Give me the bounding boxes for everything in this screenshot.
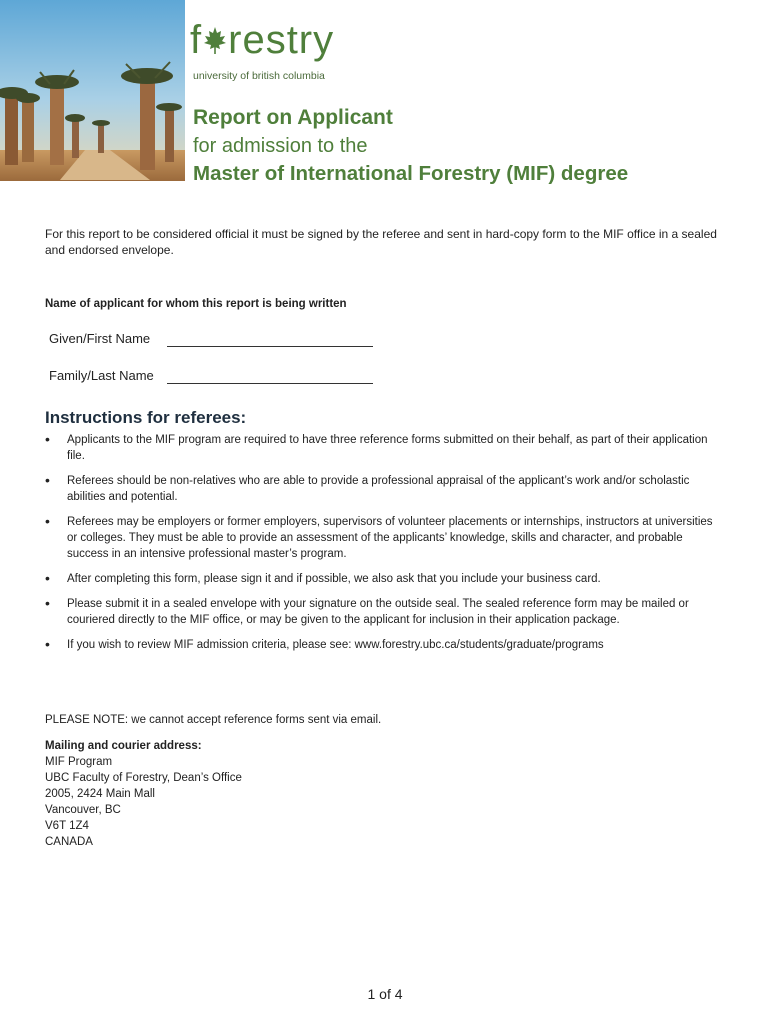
maple-leaf-icon — [203, 20, 227, 50]
list-item: • If you wish to review MIF admission criteria, please see: www.forestry.ubc.ca/students/graduate/programs — [45, 636, 604, 652]
list-item: • Referees may be employers or former employers, supervisors of volunteer placements or internships, instructors at universities or colleges. They must be able to provide an assessment of the applicants’ knowledge, skills and character, and probable success in an intensive professional master’s program. — [45, 513, 713, 560]
page-number: 1 of 4 — [367, 986, 403, 1002]
list-item: • Referees should be non-relatives who are able to provide a professional appraisal of the applicant’s work and/or scholastic abilities and potential. — [45, 472, 690, 503]
instructions-heading: Instructions for referees: — [45, 408, 247, 427]
given-name-field[interactable] — [167, 330, 373, 347]
family-name-row — [45, 366, 725, 384]
bullet-icon: • — [45, 513, 50, 529]
mailing-address — [45, 754, 725, 850]
list-item: • After completing this form, please sign it and if possible, we also ask that you include your business card. — [45, 570, 601, 586]
bullet-icon: • — [45, 636, 50, 652]
address-line: CANADA — [45, 836, 93, 848]
list-item: • Applicants to the MIF program are required to have three reference forms submitted on their behalf, as part of their application file. — [45, 431, 708, 462]
mailing-heading: Mailing and courier address: — [45, 740, 202, 752]
bullet-icon: • — [45, 595, 50, 611]
title-block — [193, 104, 753, 188]
baobab-photo — [0, 0, 185, 181]
address-line: MIF Program — [45, 756, 113, 768]
instructions-list — [45, 432, 725, 653]
bullet-icon: • — [45, 431, 50, 447]
email-note: PLEASE NOTE: we cannot accept reference forms sent via email. — [45, 714, 382, 726]
given-name-label: Given/First Name — [49, 331, 151, 346]
forestry-logo — [190, 18, 365, 80]
list-item: • Please submit it in a sealed envelope with your signature on the outside seal. The sealed reference form may be mailed or couriered directly to the MIF office, or may be given to the applicant for inclusion in their application package. — [45, 595, 689, 626]
form-content — [45, 226, 725, 850]
bullet-icon: • — [45, 472, 50, 488]
degree-title: Master of International Forestry (MIF) degree — [193, 162, 629, 185]
address-line: V6T 1Z4 — [45, 820, 89, 832]
page-title: Report on Applicant — [193, 106, 393, 129]
address-line: 2005, 2424 Main Mall — [45, 788, 155, 800]
applicant-name-heading: Name of applicant for whom this report is being written — [45, 298, 347, 310]
bullet-icon: • — [45, 570, 50, 586]
family-name-label: Family/Last Name — [49, 368, 154, 383]
address-line: Vancouver, BC — [45, 804, 121, 816]
given-name-row — [45, 329, 725, 347]
family-name-field[interactable] — [167, 367, 373, 384]
page-subtitle: for admission to the — [193, 135, 368, 157]
logo-wordmark: f restry — [190, 18, 335, 62]
address-line: UBC Faculty of Forestry, Dean’s Office — [45, 772, 242, 784]
logo-subtitle: university of british columbia — [193, 70, 325, 82]
intro-paragraph: For this report to be considered official it must be signed by the referee and sent in hard-copy form to the MIF office in a sealed and endorsed envelope. — [45, 227, 717, 257]
